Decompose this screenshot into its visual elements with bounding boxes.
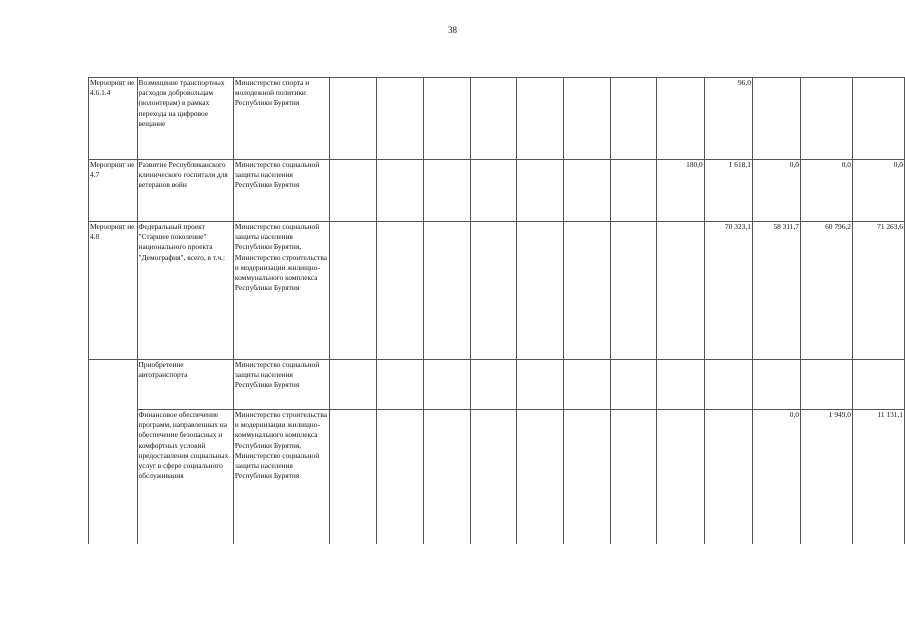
value-cell xyxy=(801,360,853,410)
value-cell xyxy=(376,410,423,544)
value-cell xyxy=(657,222,705,360)
value-cell: 1 949,0 xyxy=(801,410,853,544)
row-executor: Министерство социальной защиты населения Республики Бурятия xyxy=(233,160,329,222)
value-cell xyxy=(563,222,610,360)
value-cell xyxy=(657,410,705,544)
row-name: Финансовое обеспечение программ, направленных на обеспечение безопасных и комфортных условий предоставления социальных услуг в сфере социального обслуживания xyxy=(137,410,233,544)
row-name: Возмещение транспортных расходов добровольцам (волонтерам) в рамках перехода на цифровое вещание xyxy=(137,78,233,160)
row-code xyxy=(89,410,138,544)
value-cell xyxy=(611,222,657,360)
row-code xyxy=(89,360,138,410)
value-cell xyxy=(376,360,423,410)
value-cell xyxy=(563,78,610,160)
value-cell xyxy=(376,78,423,160)
row-executor: Министерство социальной защиты населения Республики Бурятия xyxy=(233,360,329,410)
table-row xyxy=(89,222,905,360)
value-cell: 60 796,2 xyxy=(801,222,853,360)
table-row xyxy=(89,410,905,544)
value-cell: 96,0 xyxy=(704,78,752,160)
row-name: Федеральный проект "Старшее поколение" национального проекта "Демография", всего, в т.ч.: xyxy=(137,222,233,360)
value-cell xyxy=(423,78,470,160)
row-name: Приобретение автотранспорта xyxy=(137,360,233,410)
value-cell xyxy=(470,222,516,360)
value-cell xyxy=(423,360,470,410)
table-row xyxy=(89,160,905,222)
value-cell xyxy=(516,410,563,544)
value-cell xyxy=(657,78,705,160)
value-cell xyxy=(657,360,705,410)
value-cell xyxy=(752,78,800,160)
value-cell: 58 311,7 xyxy=(752,222,800,360)
value-cell xyxy=(423,410,470,544)
value-cell xyxy=(423,160,470,222)
value-cell xyxy=(611,160,657,222)
value-cell xyxy=(376,160,423,222)
value-cell: 180,0 xyxy=(657,160,705,222)
table-row xyxy=(89,78,905,160)
row-name: Развитие Республиканского клинического госпиталя для ветеранов войн xyxy=(137,160,233,222)
value-cell xyxy=(752,360,800,410)
value-cell xyxy=(611,410,657,544)
value-cell: 0,0 xyxy=(801,160,853,222)
page-number: 38 xyxy=(448,25,457,35)
program-table xyxy=(88,77,905,544)
row-code: Мероприят ие 4.6.1.4 xyxy=(89,78,138,160)
value-cell xyxy=(423,222,470,360)
value-cell xyxy=(516,222,563,360)
value-cell xyxy=(329,78,376,160)
row-code: Мероприят ие 4.7 xyxy=(89,160,138,222)
value-cell xyxy=(516,78,563,160)
row-executor: Министерство строительства и модернизации жилищно-коммунального комплекса Республики Бурятия, Министерство социальной защиты населения Республики Бурятия xyxy=(233,410,329,544)
value-cell xyxy=(329,410,376,544)
value-cell xyxy=(329,222,376,360)
value-cell xyxy=(516,160,563,222)
value-cell: 0,0 xyxy=(752,160,800,222)
row-executor: Министерство спорта и молодежной политики Республики Бурятия xyxy=(233,78,329,160)
value-cell xyxy=(704,410,752,544)
value-cell xyxy=(563,360,610,410)
value-cell xyxy=(852,78,904,160)
value-cell: 70 323,1 xyxy=(704,222,752,360)
value-cell xyxy=(611,360,657,410)
value-cell xyxy=(704,360,752,410)
value-cell xyxy=(470,160,516,222)
value-cell xyxy=(611,78,657,160)
value-cell xyxy=(470,78,516,160)
value-cell xyxy=(470,410,516,544)
value-cell: 0,0 xyxy=(852,160,904,222)
value-cell xyxy=(852,360,904,410)
value-cell: 1 618,1 xyxy=(704,160,752,222)
value-cell xyxy=(801,78,853,160)
value-cell xyxy=(329,160,376,222)
value-cell xyxy=(470,360,516,410)
value-cell: 11 131,1 xyxy=(852,410,904,544)
value-cell xyxy=(376,222,423,360)
value-cell: 0,0 xyxy=(752,410,800,544)
value-cell: 71 263,6 xyxy=(852,222,904,360)
table-row xyxy=(89,360,905,410)
row-code: Мероприят ие 4.8 xyxy=(89,222,138,360)
value-cell xyxy=(563,410,610,544)
value-cell xyxy=(516,360,563,410)
row-executor: Министерство социальной защиты населения Республики Бурятия, Министерство строительства и модернизации жилищно-коммунального комплекса Республики Бурятия xyxy=(233,222,329,360)
value-cell xyxy=(329,360,376,410)
value-cell xyxy=(563,160,610,222)
